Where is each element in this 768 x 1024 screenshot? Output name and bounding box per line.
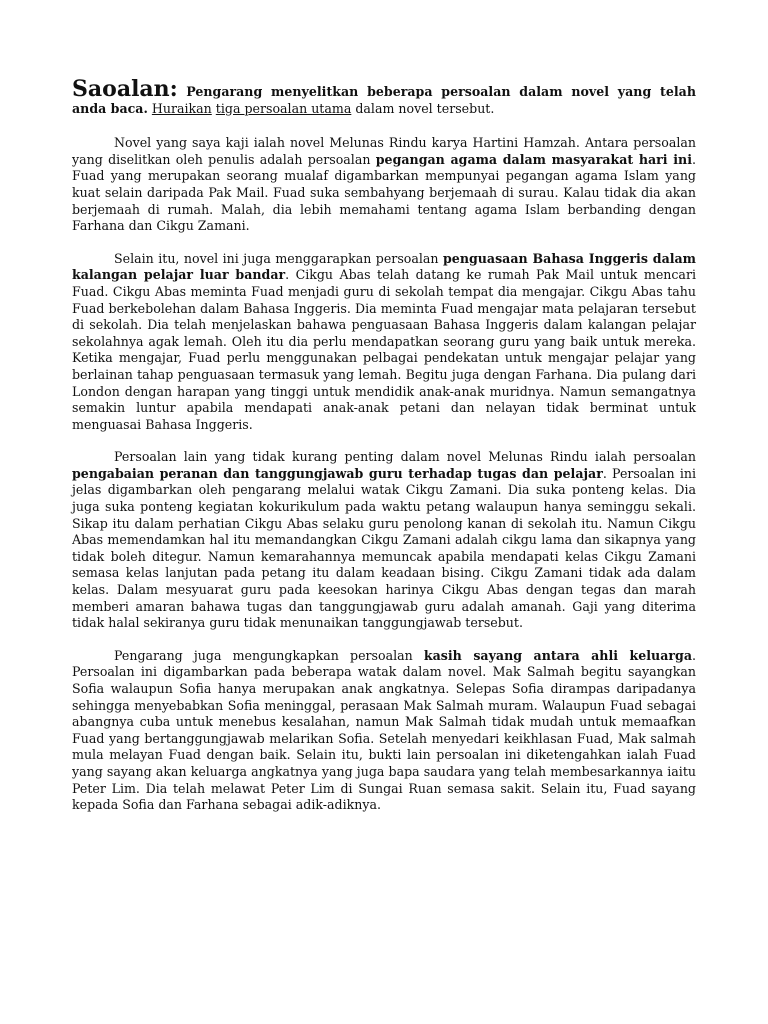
paragraph-1 <box>72 135 696 235</box>
question-text: Pengarang menyelitkan beberapa persoalan dalam novel yang telah anda baca. <box>72 84 696 116</box>
paragraph-3 <box>72 449 696 632</box>
paragraph-3-body: . Persoalan ini jelas digambarkan oleh pengarang melalui watak Cikgu Zamani. Dia suka ponteng kelas. Dia juga suka ponteng kegiatan kokurikulum pada waktu petang walaupun hanya seminggu sekali. Sikap itu dalam perhatian Cikgu Abas selaku guru penolong kanan di sekolah itu. Namun Cikgu Abas memendamkan hal itu memandangkan Cikgu Zamani adalah cikgu lama dan sikapnya yang tidak boleh ditegur. Namun kemarahannya memuncak apabila mendapati kelas Cikgu Zamani semasa kelas lanjutan pada petang itu dalam keadaan bising. Cikgu Zamani tidak ada dalam kelas. Dalam mesyuarat guru pada keesokan harinya Cikgu Abas dengan tegas dan marah memberi amaran bahawa tugas dan tanggungjawab guru adalah amanah. Gaji yang diterima tidak halal sekiranya guru tidak menunaikan tanggungjawab tersebut. <box>72 465 696 631</box>
paragraph-4 <box>72 648 696 814</box>
paragraph-2-body: . Cikgu Abas telah datang ke rumah Pak Mail untuk mencari Fuad. Cikgu Abas meminta Fuad menjadi guru di sekolah tempat dia mengajar. Cikgu Abas tahu Fuad berkebolehan dalam Bahasa Inggeris. Dia meminta Fuad mengajar mata pelajaran tersebut di sekolah. Dia telah menjelaskan bahawa penguasaan Bahasa Inggeris dalam kalangan pelajar sekolahnya agak lemah. Oleh itu dia perlu mendapatkan seorang guru yang baik untuk mereka. Ketika mengajar, Fuad perlu menggunakan pelbagai pendekatan untuk mengajar pelajar yang berlainan tahap penguasaan termasuk yang lemah. Begitu juga dengan Farhana. Dia pulang dari London dengan harapan yang tinggi untuk mendidik anak-anak muridnya. Namun semangatnya semakin luntur apabila mendapati anak-anak petani dan nelayan tidak berminat untuk menguasai Bahasa Inggeris. <box>72 267 696 432</box>
question-label: Saoalan: <box>72 76 178 102</box>
paragraph-3-key-issue: pengabaian peranan dan tanggungjawab guru terhadap tugas dan pelajar <box>72 465 603 481</box>
document-page <box>72 78 696 830</box>
paragraph-4-intro: Pengarang juga mengungkapkan persoalan <box>114 647 424 663</box>
question-block <box>72 78 696 117</box>
question-text-end: dalam novel tersebut. <box>355 100 495 116</box>
paragraph-1-body: . Fuad yang merupakan seorang mualaf digambarkan mempunyai pegangan agama Islam yang kuat selain daripada Pak Mail. Fuad suka sembahyang berjemaah di surau. Kalau tidak dia akan berjemaah di rumah. Malah, dia lebih memahami tentang agama Islam berbanding dengan Farhana dan Cikgu Zamani. <box>72 151 696 234</box>
paragraph-4-key-issue: kasih sayang antara ahli keluarga <box>423 647 692 663</box>
paragraph-4-body: . Persoalan ini digambarkan pada beberapa watak dalam novel. Mak Salmah begitu sayangkan Sofia walaupun Sofia hanya merupakan anak angkatnya. Selepas Sofia dirampas daripadanya sehingga menyebabkan Sofia meninggal, perasaan Mak Salmah muram. Walaupun Fuad sebagai abangnya cuba untuk menebus kesalahan, namun Mak Salmah tidak mudah untuk memaafkan Fuad yang bertanggungjawab melarikan Sofia. Setelah menyedari keikhlasan Fuad, Mak salmah mula melayan Fuad dengan baik. Selain itu, bukti lain persoalan ini diketengahkan ialah Fuad yang sayang akan keluarga angkatnya yang juga bapa saudara yang telah membesarkannya iaitu Peter Lim. Dia telah melawat Peter Lim di Sungai Ruan semasa sakit. Selain itu, Fuad sayang kepada Sofia dan Farhana sebagai adik-adiknya. <box>72 647 696 813</box>
paragraph-3-intro: Persoalan lain yang tidak kurang penting dalam novel Melunas Rindu ialah persoalan <box>114 449 696 465</box>
paragraph-1-key-issue: pegangan agama dalam masyarakat hari ini <box>375 151 692 167</box>
paragraph-1-intro: Novel yang saya kaji ialah novel Melunas Rindu karya Hartini Hamzah. Antara persoalan yang diselitkan oleh penulis adalah persoalan <box>72 135 696 167</box>
paragraph-2 <box>72 251 696 434</box>
question-underlined-verb: Huraikan <box>151 100 212 116</box>
paragraph-2-intro: Selain itu, novel ini juga menggarapkan persoalan <box>114 250 443 266</box>
paragraph-2-key-issue: penguasaan Bahasa Inggeris dalam kalangan pelajar luar bandar <box>72 250 697 283</box>
question-underlined-topic: tiga persoalan utama <box>215 100 352 116</box>
